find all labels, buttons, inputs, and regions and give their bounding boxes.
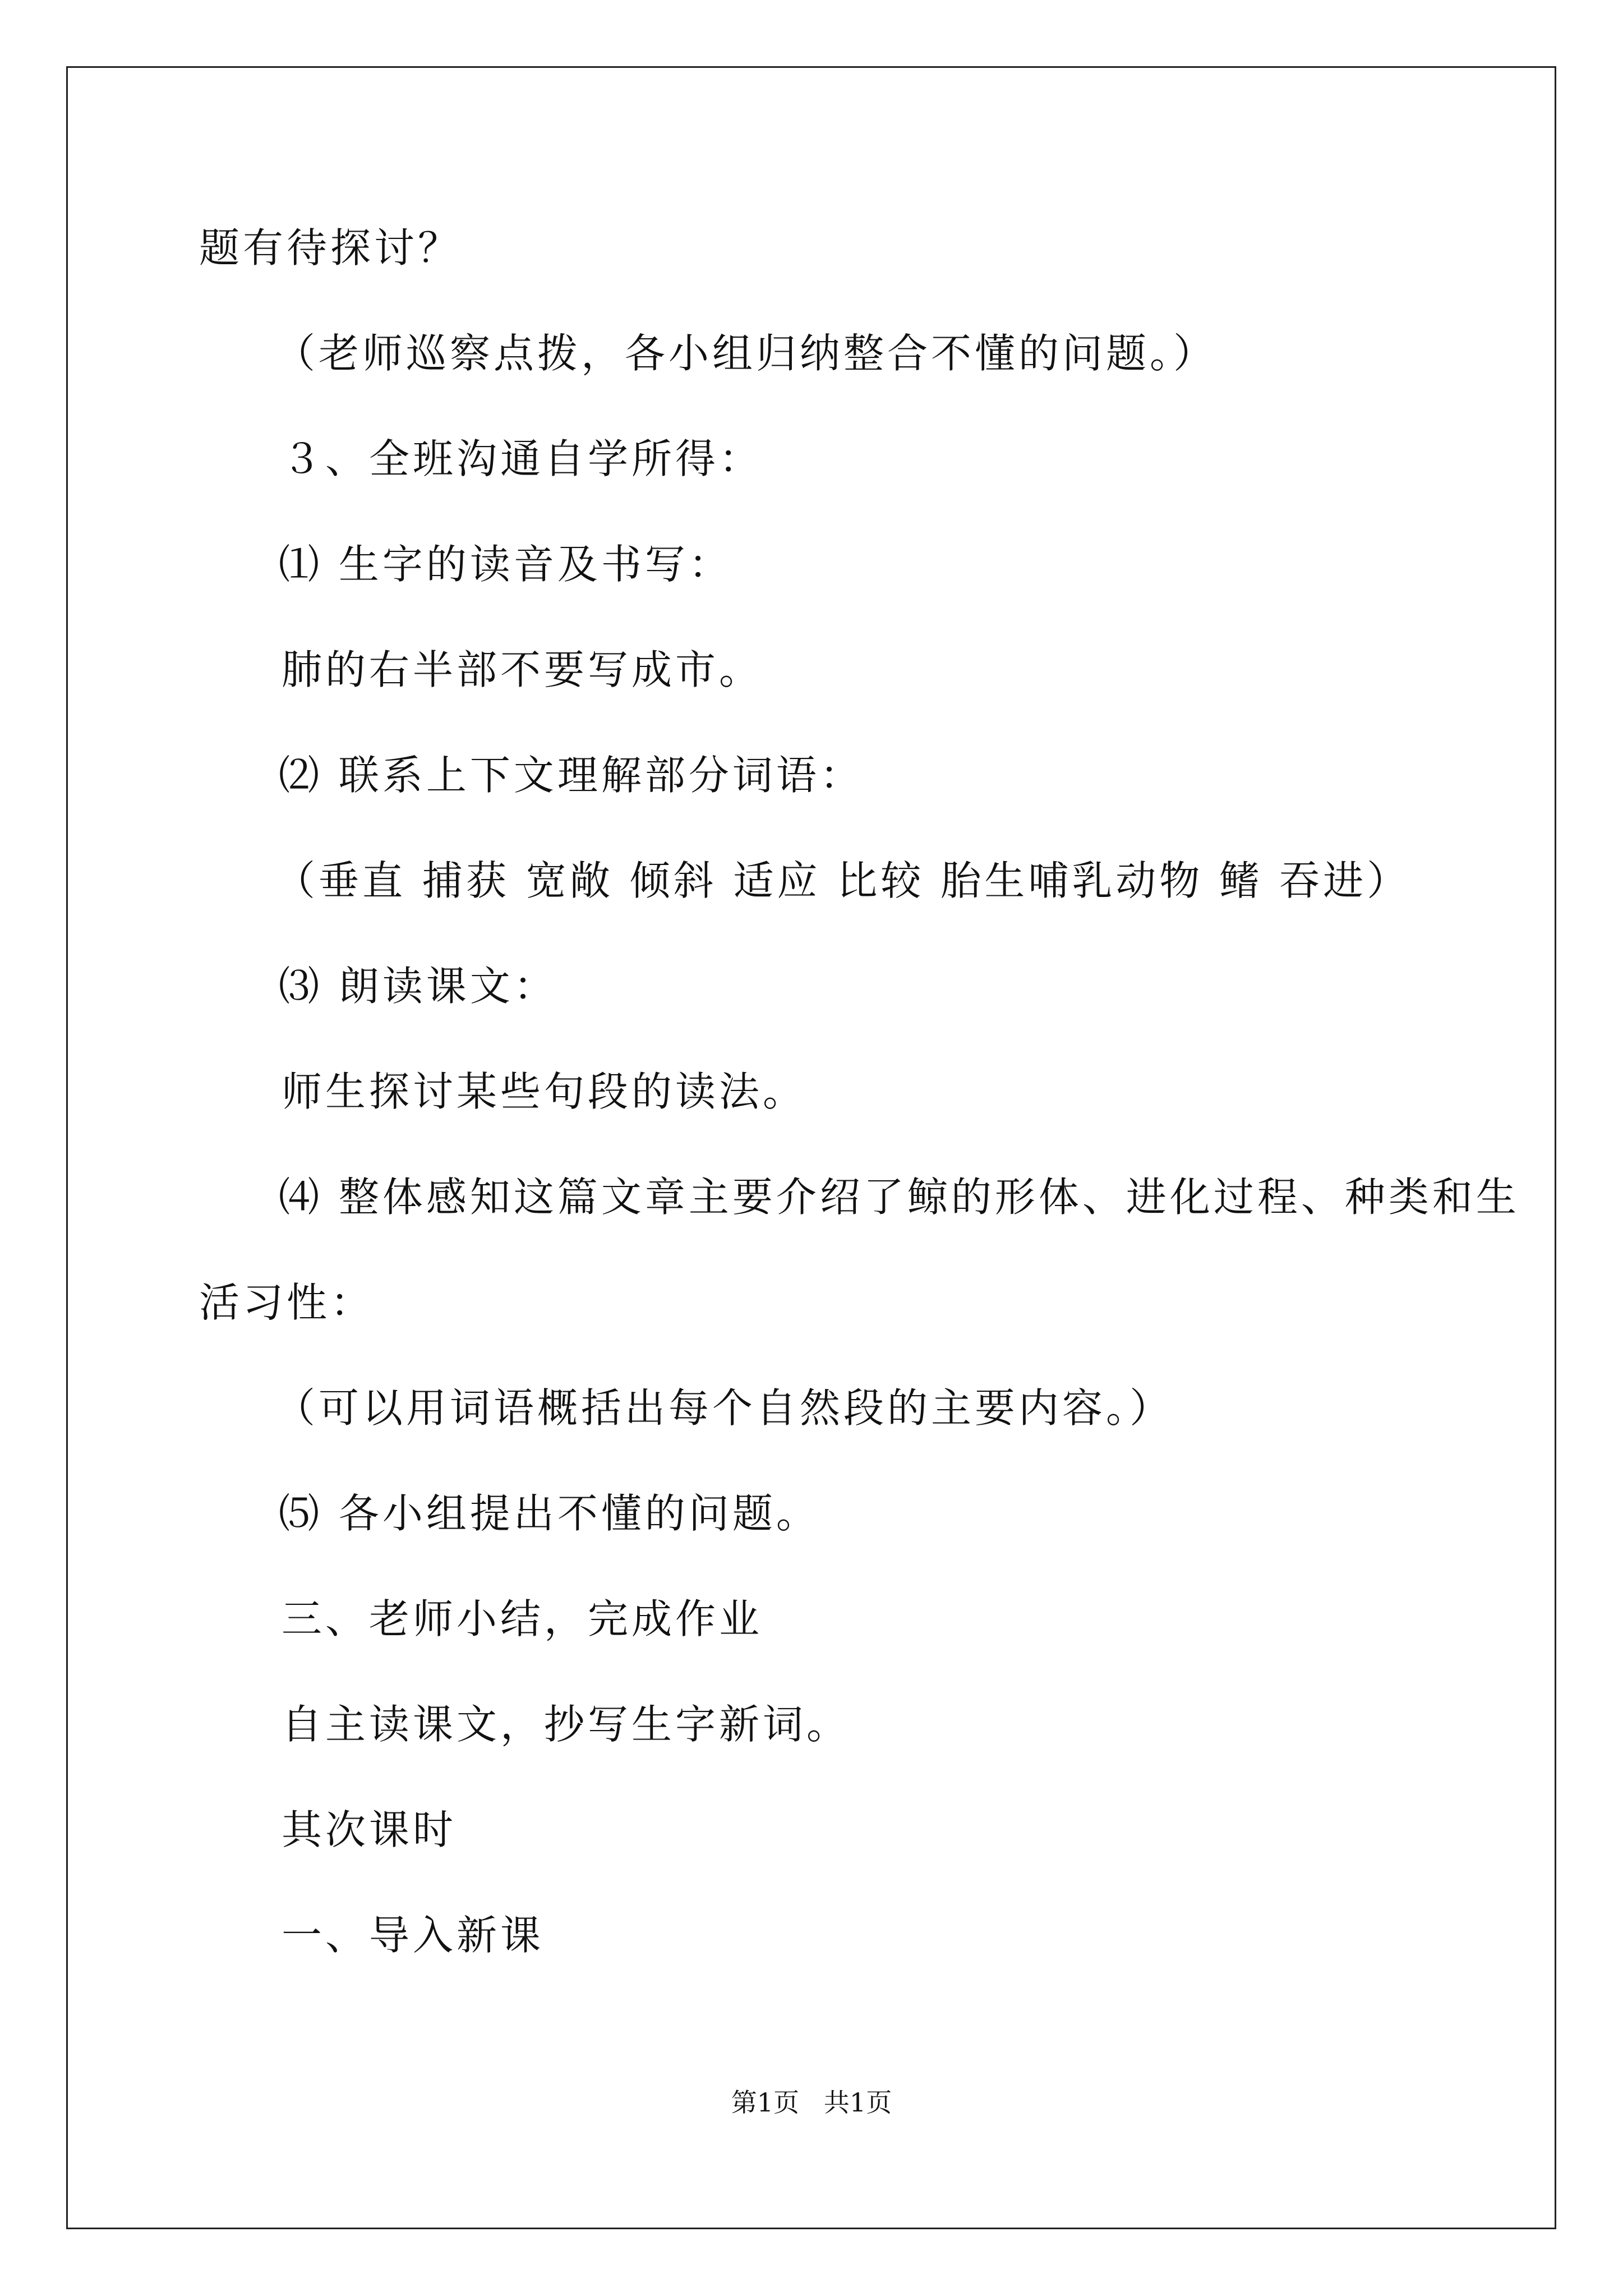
page-border (66, 66, 1556, 2229)
paragraph-2: （老师巡察点拨，各小组归纳整合不懂的问题。） (275, 330, 1218, 377)
paragraph-4: ⑴ 生字的读音及书写： (279, 541, 732, 588)
paragraph-8: ⑶ 朗读课文： (279, 963, 557, 1010)
paragraph-11: 活习性： (199, 1279, 375, 1326)
paragraph-15: 自主读课文，抄写生字新词。 (282, 1701, 851, 1748)
paragraph-7: （垂直 捕获 宽敞 倾斜 适应 比较 胎生哺乳动物 鳍 吞进） (275, 857, 1411, 904)
paragraph-12: （可以用词语概括出每个自然段的主要内容。） (275, 1384, 1174, 1432)
paragraph-6: ⑵ 联系上下文理解部分词语： (279, 752, 864, 799)
paragraph-1: 题有待探讨？ (199, 224, 462, 272)
paragraph-17: 一、导入新课 (282, 1912, 545, 1959)
page-footer: 第1页 共1页 (731, 2087, 892, 2118)
paragraph-16: 其次课时 (282, 1806, 457, 1853)
paragraph-5: 肺的右半部不要写成市。 (282, 646, 763, 693)
paragraph-10: ⑷ 整体感知这篇文章主要介绍了鲸的形体、进化过程、种类和生 (279, 1174, 1520, 1221)
paragraph-9: 师生探讨某些句段的读法。 (282, 1068, 807, 1115)
paragraph-14: 三、老师小结，完成作业 (282, 1595, 763, 1642)
paragraph-3: ３、全班沟通自学所得： (282, 435, 763, 482)
paragraph-13: ⑸ 各小组提出不懂的问题。 (279, 1490, 820, 1537)
